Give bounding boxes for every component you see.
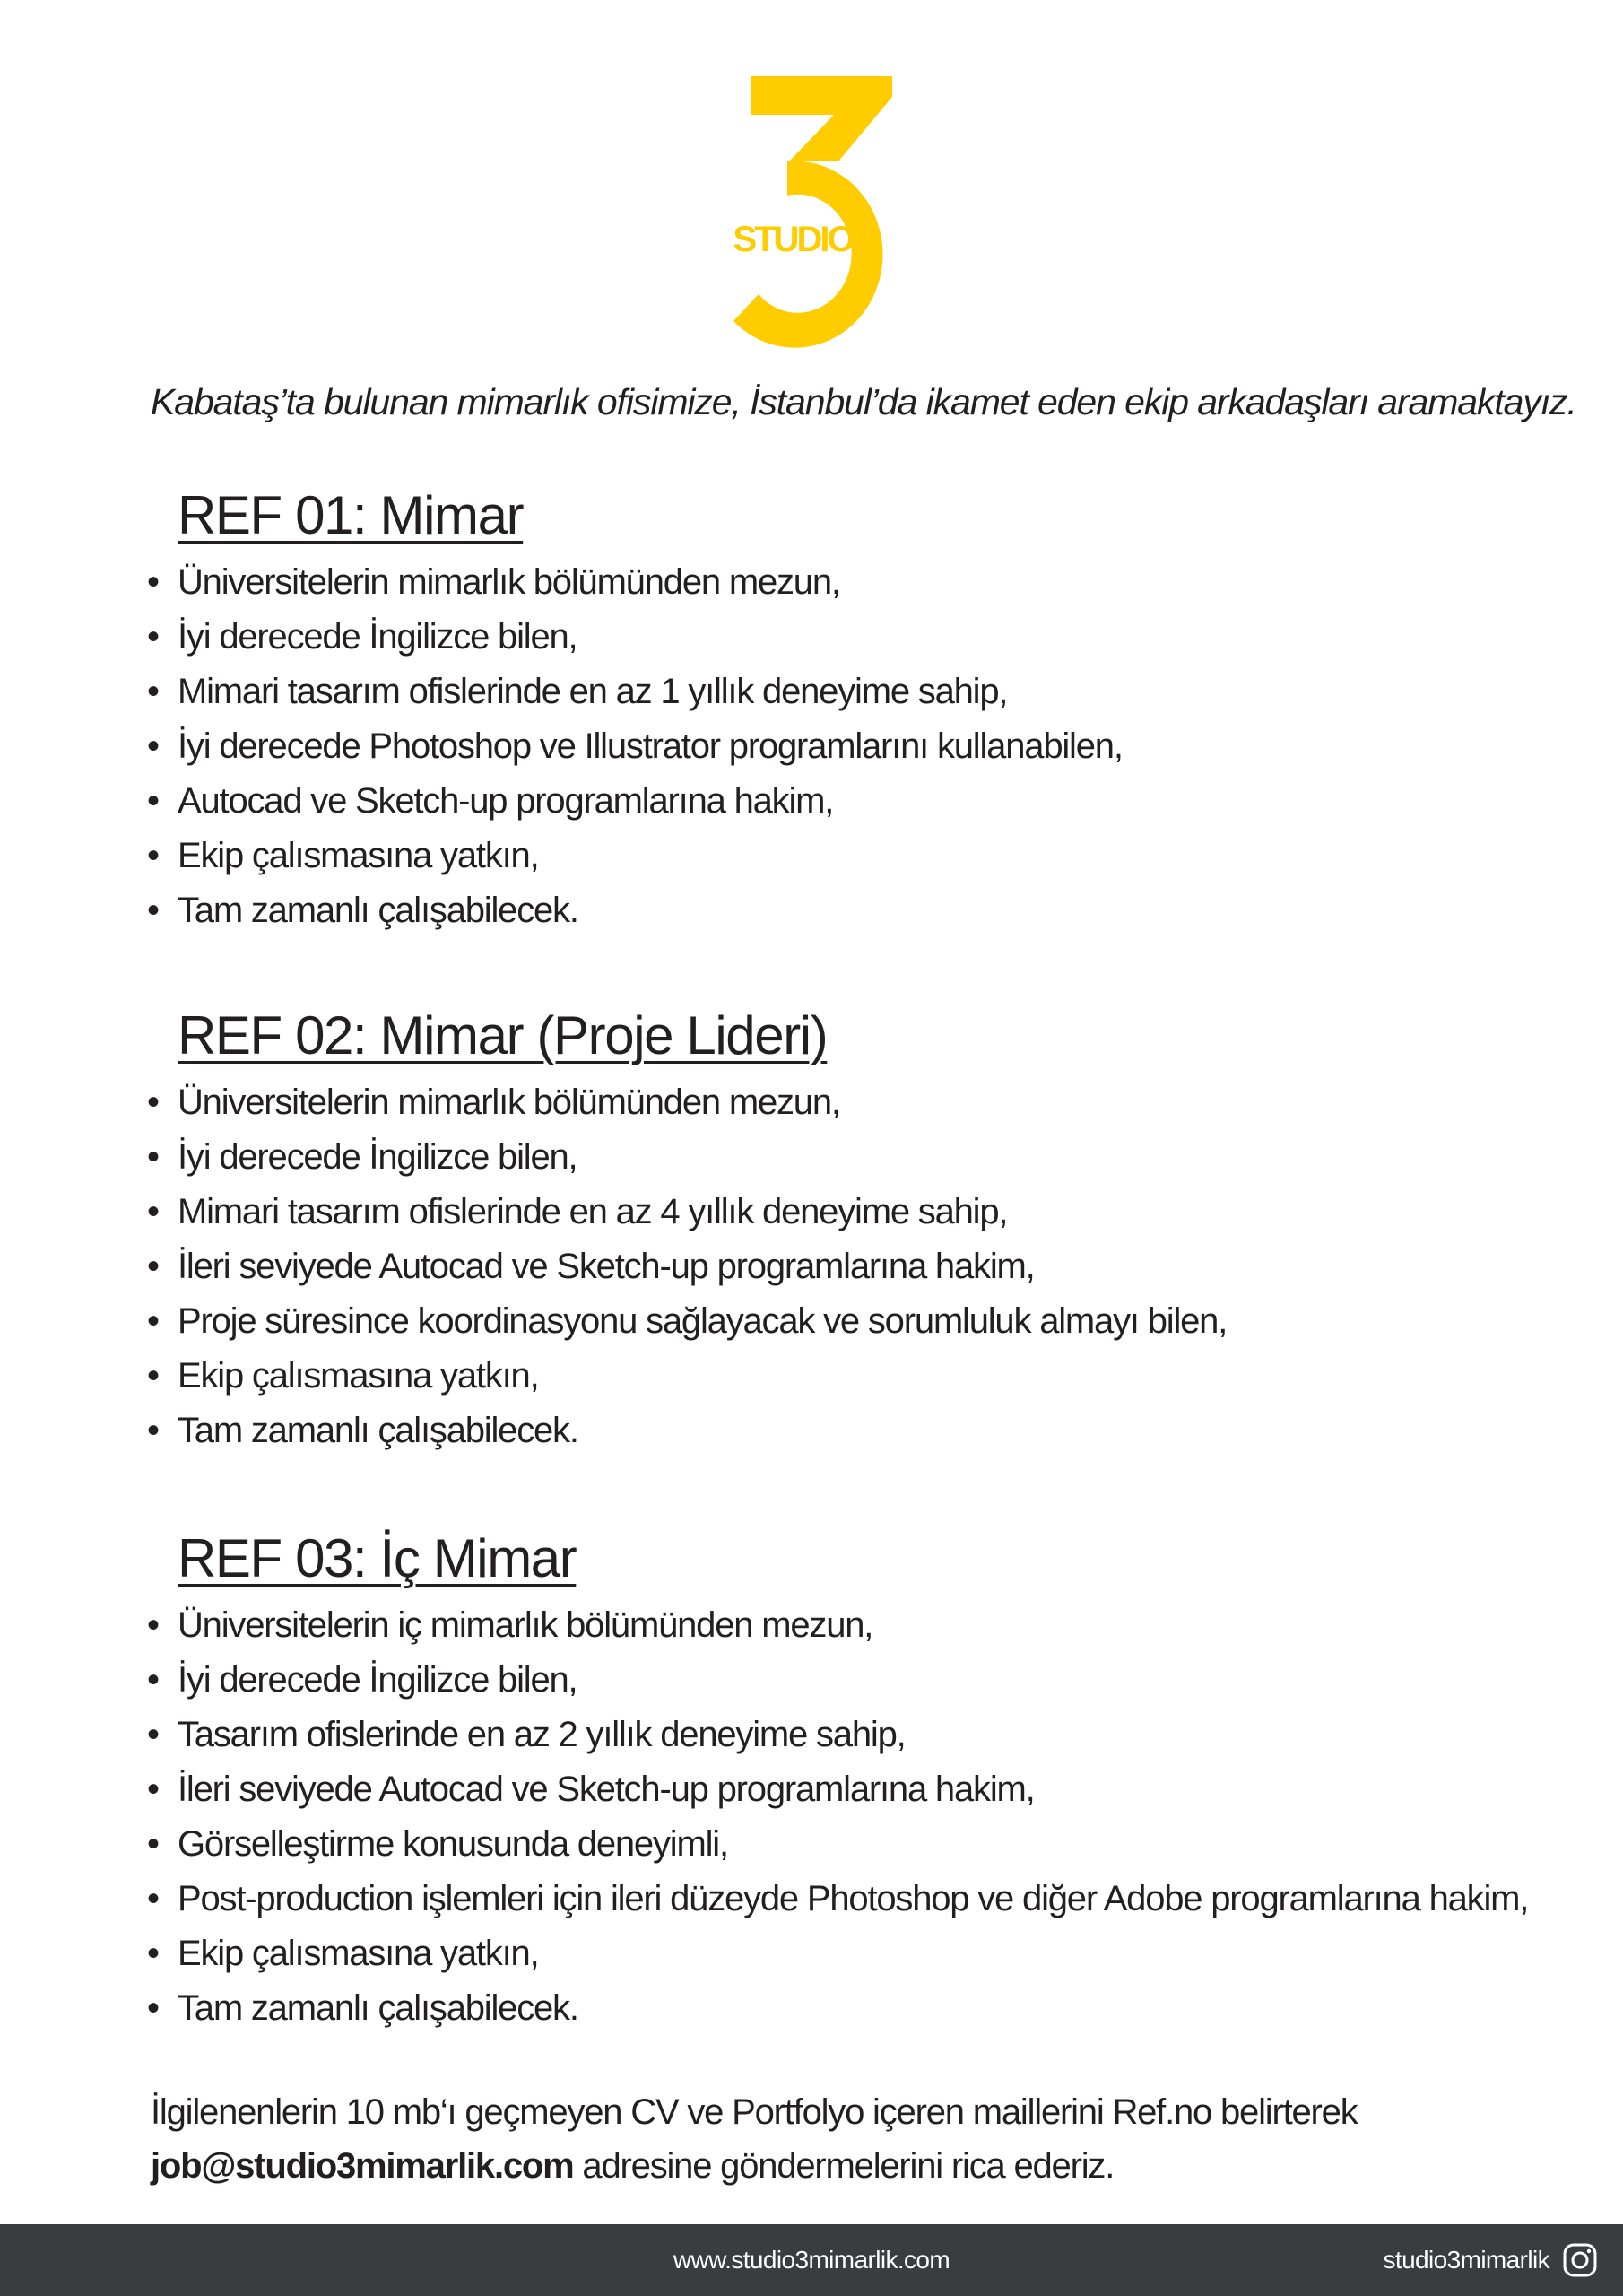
requirement-item: • Üniversitelerin mimarlık bölümünden mezun,	[143, 1075, 1560, 1130]
studio3-logo	[699, 72, 915, 350]
requirement-item: • İyi derecede İngilizce bilen,	[143, 1653, 1560, 1708]
requirement-item: • Tasarım ofislerinde en az 2 yıllık deneyime sahip,	[143, 1708, 1560, 1762]
ref-01-title: REF 01: Mimar	[178, 485, 524, 545]
instagram-handle: studio3mimarlik	[1383, 2246, 1549, 2274]
requirement-item: • Ekip çalısmasına yatkın,	[143, 1926, 1560, 1981]
requirement-item: • Üniversitelerin iç mimarlık bölümünden mezun,	[143, 1598, 1560, 1653]
studio3-logo-graphic	[699, 72, 915, 350]
requirement-item: • Tam zamanlı çalışabilecek.	[143, 1981, 1560, 2036]
contact-line-2	[151, 2139, 1549, 2193]
logo-wordmark: STUDIO	[733, 220, 853, 259]
contact-line-2-text: adresine göndermelerini rica ederiz.	[573, 2146, 1115, 2186]
requirement-item: • Mimari tasarım ofislerinde en az 4 yıllık deneyime sahip,	[143, 1185, 1560, 1239]
requirement-item: • İyi derecede Photoshop ve Illustrator programlarını kullanabilen,	[143, 719, 1560, 774]
requirement-item: • Tam zamanlı çalışabilecek.	[143, 1404, 1560, 1458]
requirement-item: • İleri seviyede Autocad ve Sketch-up programlarına hakim,	[143, 1762, 1560, 1817]
footer-website-link[interactable]: www.studio3mimarlik.com	[673, 2246, 950, 2274]
ref-03-requirements	[143, 1598, 1560, 2036]
ref-02-requirements	[143, 1075, 1560, 1458]
contact-line-1: İlgilenenlerin 10 mb‘ı geçmeyen CV ve Portfolyo içeren maillerini Ref.no belirterek	[151, 2092, 1358, 2132]
ref-03-section	[143, 1527, 1560, 2036]
requirement-item: • İleri seviyede Autocad ve Sketch-up programlarına hakim,	[143, 1239, 1560, 1294]
ref-02-title: REF 02: Mimar (Proje Lideri)	[178, 1005, 828, 1065]
ref-02-section	[143, 1004, 1560, 1458]
contact-paragraph	[151, 2085, 1549, 2193]
ref-01-section	[143, 484, 1560, 938]
requirement-item: • Mimari tasarım ofislerinde en az 1 yıllık deneyime sahip,	[143, 665, 1560, 719]
requirement-item: • Proje süresince koordinasyonu sağlayacak ve sorumluluk almayı bilen,	[143, 1294, 1560, 1349]
requirement-item: • İyi derecede İngilizce bilen,	[143, 1130, 1560, 1185]
requirement-item: • Ekip çalısmasına yatkın,	[143, 1349, 1560, 1404]
ref-03-title: REF 03: İç Mimar	[178, 1528, 577, 1588]
ref-01-requirements	[143, 555, 1560, 938]
instagram-icon	[1562, 2242, 1598, 2278]
requirement-item: • Ekip çalısmasına yatkın,	[143, 829, 1560, 883]
requirement-item: • Görselleştirme konusunda deneyimli,	[143, 1817, 1560, 1872]
intro-text: Kabataş’ta bulunan mimarlık ofisimize, İstanbul’da ikamet eden ekip arkadaşları aramaktayız.	[151, 381, 1576, 422]
requirement-item: • Autocad ve Sketch-up programlarına hakim,	[143, 774, 1560, 829]
requirement-item: • İyi derecede İngilizce bilen,	[143, 610, 1560, 665]
requirement-item: • Tam zamanlı çalışabilecek.	[143, 883, 1560, 938]
requirement-item: • Üniversitelerin mimarlık bölümünden mezun,	[143, 555, 1560, 610]
requirement-item: • Post-production işlemleri için ileri düzeyde Photoshop ve diğer Adobe programlarına hakim,	[143, 1872, 1560, 1926]
contact-email[interactable]: job@studio3mimarlik.com	[151, 2146, 574, 2186]
footer-instagram[interactable]	[1384, 2224, 1599, 2296]
footer-bar	[0, 2224, 1623, 2296]
